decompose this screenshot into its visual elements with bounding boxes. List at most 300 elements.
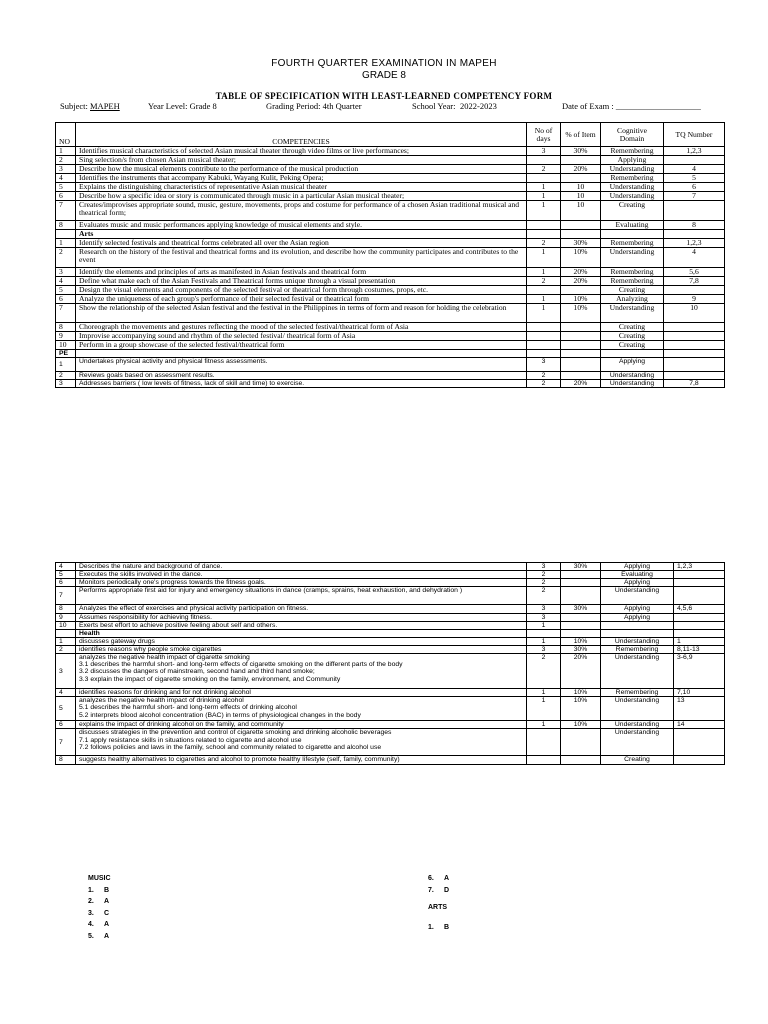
percent-cell	[561, 579, 601, 587]
domain-cell: Creating	[601, 200, 664, 220]
table-row	[56, 357, 725, 371]
date-of-exam: Date of Exam : ____________________	[562, 101, 701, 111]
answer-letter: B	[104, 886, 110, 894]
tq-number-cell	[674, 587, 725, 605]
table-header-row	[56, 123, 725, 147]
arts-rows	[56, 238, 725, 349]
answer-letter: A	[104, 932, 110, 940]
percent-cell: 10%	[561, 697, 601, 721]
competency-text: Research on the history of the festival and theatrical forms and its evolution, and describe how the community participates and contributes to the event	[76, 247, 527, 267]
domain-cell: Remembering	[601, 238, 664, 247]
grading-period: Grading Period: 4th Quarter	[266, 101, 362, 111]
percent-cell: 20%	[561, 267, 601, 276]
section-label-pe: PE	[56, 349, 76, 357]
days-cell	[527, 729, 561, 756]
competency-text: Improvise accompanying sound and rhythm of the selected festival/ theatrical form of Asia	[76, 331, 527, 340]
row-number: 4	[56, 173, 76, 182]
table-row	[56, 331, 725, 340]
answer-item	[88, 919, 111, 931]
tq-number-cell: 5,6	[664, 267, 725, 276]
table-row	[56, 267, 725, 276]
row-number: 6	[56, 579, 76, 587]
competency-text: Exerts best effort to achieve positive feeling about self and others.	[76, 621, 527, 629]
row-number: 4	[56, 689, 76, 697]
tq-number-cell: 9	[664, 294, 725, 303]
domain-cell: Creating	[601, 285, 664, 294]
domain-cell: Understanding	[601, 637, 674, 645]
domain-cell: Remembering	[601, 267, 664, 276]
domain-cell: Understanding	[601, 721, 674, 729]
row-number: 8	[56, 605, 76, 613]
table-row	[56, 579, 725, 587]
days-cell	[527, 220, 561, 229]
days-cell: 2	[527, 238, 561, 247]
tq-number-cell	[664, 322, 725, 331]
days-cell	[527, 322, 561, 331]
health-rows	[56, 637, 725, 764]
percent-cell: 30%	[561, 238, 601, 247]
competency-text: Performs appropriate first aid for injury and emergency situations in dance (cramps, sprains, heat exhaustion, and dehydration )	[76, 587, 527, 605]
competency-text: Explains the distinguishing characteristics of representative Asian musical theater	[76, 182, 527, 191]
domain-cell: Applying	[601, 579, 674, 587]
tq-number-cell	[674, 571, 725, 579]
domain-cell: Remembering	[601, 173, 664, 182]
percent-cell	[561, 571, 601, 579]
competency-text: Sing selection/s from chosen Asian musical theater;	[76, 155, 527, 164]
domain-cell: Creating	[601, 340, 664, 349]
answer-number: 4.	[88, 921, 94, 928]
competency-text: Analyzes the effect of exercises and physical activity participation on fitness.	[76, 605, 527, 613]
table-row	[56, 379, 725, 387]
answer-number: 5.	[88, 932, 94, 940]
subject-label: Subject:	[60, 101, 88, 111]
domain-cell: Creating	[601, 331, 664, 340]
row-number: 1	[56, 147, 76, 156]
domain-cell: Understanding	[601, 587, 674, 605]
days-cell	[527, 155, 561, 164]
row-number: 10	[56, 340, 76, 349]
row-number: 1	[56, 637, 76, 645]
days-cell: 3	[527, 646, 561, 654]
days-cell: 2	[527, 276, 561, 285]
percent-cell	[561, 756, 601, 764]
table-row	[56, 371, 725, 379]
days-cell: 1	[527, 697, 561, 721]
row-number: 6	[56, 721, 76, 729]
row-number: 3	[56, 379, 76, 387]
percent-cell: 20%	[561, 276, 601, 285]
table-row	[56, 729, 725, 756]
days-cell	[527, 285, 561, 294]
row-number: 6	[56, 191, 76, 200]
row-number: 8	[56, 322, 76, 331]
days-cell: 1	[527, 182, 561, 191]
answer-item	[428, 885, 449, 897]
row-number: 2	[56, 155, 76, 164]
row-number: 5	[56, 571, 76, 579]
table-row	[56, 605, 725, 613]
row-number: 6	[56, 294, 76, 303]
competency-text: analyzes the negative health impact of drinking alcohol 5.1 describes the harmful short- and long-term effects of drinking alcohol 5.2 interprets blood alcohol concentration (BAC) in terms of physiological changes in the body	[76, 697, 527, 721]
table-row	[56, 646, 725, 654]
row-number: 3	[56, 267, 76, 276]
row-number: 8	[56, 220, 76, 229]
table-row	[56, 294, 725, 303]
percent-cell	[561, 357, 601, 371]
domain-cell: Understanding	[601, 164, 664, 173]
percent-cell: 30%	[561, 605, 601, 613]
tq-number-cell: 14	[674, 721, 725, 729]
domain-cell: Understanding	[601, 729, 674, 756]
competency-text: explains the impact of drinking alcohol on the family, and community	[76, 721, 527, 729]
domain-cell: Understanding	[601, 303, 664, 322]
tq-number-cell	[664, 371, 725, 379]
table-row	[56, 322, 725, 331]
music-rows	[56, 147, 725, 230]
tq-number-cell	[664, 357, 725, 371]
percent-cell	[561, 613, 601, 621]
table-row	[56, 238, 725, 247]
competency-text: identifies reasons for drinking and for not drinking alcohol	[76, 689, 527, 697]
music-answers-continued	[428, 873, 449, 896]
col-header-percent: % of Item	[561, 123, 601, 147]
answer-item	[88, 908, 111, 920]
tq-number-cell: 1	[674, 637, 725, 645]
tq-number-cell: 10	[664, 303, 725, 322]
table-row	[56, 697, 725, 721]
row-number: 5	[56, 182, 76, 191]
percent-cell	[561, 621, 601, 629]
days-cell: 1	[527, 721, 561, 729]
percent-cell	[561, 322, 601, 331]
table-row	[56, 247, 725, 267]
competency-text: Describe how the musical elements contribute to the performance of the musical production	[76, 164, 527, 173]
percent-cell: 30%	[561, 563, 601, 571]
competency-text: Design the visual elements and components of the selected festival or theatrical form through costumes, props, etc.	[76, 285, 527, 294]
answer-key-music	[88, 873, 111, 942]
tq-number-cell: 13	[674, 697, 725, 721]
competency-text: Identifies musical characteristics of selected Asian musical theater through video films or live performances;	[76, 147, 527, 156]
days-cell: 3	[527, 605, 561, 613]
tq-number-cell: 7	[664, 191, 725, 200]
answer-letter: A	[104, 921, 110, 928]
table-row	[56, 155, 725, 164]
domain-cell: Analyzing	[601, 294, 664, 303]
table-row	[56, 621, 725, 629]
competency-text: Reviews goals based on assessment results.	[76, 371, 527, 379]
domain-cell: Applying	[601, 155, 664, 164]
answer-letter: D	[444, 886, 450, 894]
days-cell: 1	[527, 637, 561, 645]
row-number: 1	[56, 238, 76, 247]
row-number: 1	[56, 357, 76, 371]
percent-cell	[561, 285, 601, 294]
percent-cell	[561, 173, 601, 182]
days-cell: 1	[527, 200, 561, 220]
table-row	[56, 613, 725, 621]
tq-number-cell	[664, 331, 725, 340]
exam-info-line	[60, 101, 720, 113]
table-row	[56, 654, 725, 689]
competency-text: Analyze the uniqueness of each group's performance of their selected festival or theatrical form	[76, 294, 527, 303]
domain-cell: Understanding	[601, 379, 664, 387]
days-cell: 3	[527, 563, 561, 571]
row-number: 2	[56, 371, 76, 379]
days-cell: 3	[527, 613, 561, 621]
tq-number-cell	[674, 756, 725, 764]
music-answers	[88, 885, 111, 943]
domain-cell: Understanding	[601, 191, 664, 200]
row-number: 4	[56, 563, 76, 571]
days-cell: 1	[527, 267, 561, 276]
tq-number-cell	[664, 285, 725, 294]
domain-cell: Applying	[601, 357, 664, 371]
answer-number: 1.	[428, 923, 434, 931]
answer-key-arts-label: ARTS	[428, 904, 448, 911]
row-number: 5	[56, 697, 76, 721]
pe-rows-page2	[56, 563, 725, 630]
competency-text: Describes the nature and background of dance.	[76, 563, 527, 571]
competency-text: suggests healthy alternatives to cigarettes and alcohol to promote healthy lifestyle (self, family, community)	[76, 756, 527, 764]
table-row	[56, 571, 725, 579]
competency-text: Creates/improvises appropriate sound, music, gesture, movements, props and costume for performance of a chosen Asian traditional musical and theatrical form;	[76, 200, 527, 220]
table-row	[56, 563, 725, 571]
percent-cell: 10	[561, 191, 601, 200]
row-number: 7	[56, 729, 76, 756]
percent-cell: 10	[561, 182, 601, 191]
specification-table-page1	[55, 122, 725, 388]
percent-cell	[561, 371, 601, 379]
days-cell: 2	[527, 579, 561, 587]
answer-number: 1.	[88, 886, 94, 894]
percent-cell: 10	[561, 200, 601, 220]
days-cell: 2	[527, 164, 561, 173]
domain-cell: Applying	[601, 563, 674, 571]
competency-text: Undertakes physical activity and physical fitness assessments.	[76, 357, 527, 371]
row-number: 9	[56, 331, 76, 340]
row-number: 9	[56, 613, 76, 621]
table-row	[56, 285, 725, 294]
answer-letter: C	[104, 909, 110, 917]
competency-text: Evaluates music and music performances applying knowledge of musical elements and style.	[76, 220, 527, 229]
domain-cell: Remembering	[601, 689, 674, 697]
tq-number-cell: 7,8	[664, 379, 725, 387]
competency-text: identifies reasons why people smoke cigarettes	[76, 646, 527, 654]
answer-letter: A	[104, 898, 110, 905]
percent-cell: 10%	[561, 637, 601, 645]
competency-text: Addresses barriers ( low levels of fitness, lack of skill and time) to exercise.	[76, 379, 527, 387]
competency-text: discusses strategies in the prevention and control of cigarette smoking and drinking alcoholic beverages 7.1 apply resistance skills in situations related to cigarette and alcohol use 7.2 follows policies and laws in the family, school and community related to cigarette and alcohol use	[76, 729, 527, 756]
table-row	[56, 340, 725, 349]
competency-text: Executes the skills involved in the dance.	[76, 571, 527, 579]
tq-number-cell	[674, 579, 725, 587]
percent-cell	[561, 340, 601, 349]
percent-cell: 10%	[561, 721, 601, 729]
tq-number-cell: 8,11-13	[674, 646, 725, 654]
form-title: TABLE OF SPECIFICATION WITH LEAST-LEARNED COMPETENCY FORM	[215, 91, 553, 101]
answer-key-music-label: MUSIC	[88, 875, 111, 882]
table-row	[56, 637, 725, 645]
tq-number-cell: 5	[664, 173, 725, 182]
days-cell: 1	[527, 247, 561, 267]
days-cell: 1	[527, 294, 561, 303]
domain-cell: Evaluating	[601, 220, 664, 229]
table-row	[56, 164, 725, 173]
days-cell: 2	[527, 379, 561, 387]
days-cell: 2	[527, 654, 561, 689]
table-row	[56, 173, 725, 182]
answer-item	[88, 931, 111, 943]
col-header-tq: TQ Number	[664, 123, 725, 147]
percent-cell: 10%	[561, 689, 601, 697]
subject-value: MAPEH	[90, 101, 120, 111]
grade-label: GRADE 8	[362, 70, 406, 81]
answer-item	[88, 896, 111, 908]
answer-number: 6.	[428, 875, 434, 882]
answer-number: 2.	[88, 898, 94, 905]
table-row	[56, 220, 725, 229]
days-cell: 1	[527, 689, 561, 697]
days-cell	[527, 331, 561, 340]
domain-cell: Applying	[601, 613, 674, 621]
days-cell: 2	[527, 371, 561, 379]
tq-number-cell: 4	[664, 164, 725, 173]
domain-cell: Evaluating	[601, 571, 674, 579]
tq-number-cell: 1,2,3	[664, 238, 725, 247]
percent-cell	[561, 155, 601, 164]
table-row	[56, 689, 725, 697]
table-row	[56, 756, 725, 764]
row-number: 10	[56, 621, 76, 629]
exam-title: FOURTH QUARTER EXAMINATION IN MAPEH	[271, 58, 497, 69]
competency-text: Define what make each of the Asian Festivals and Theatrical forms unique through a visual presentation	[76, 276, 527, 285]
domain-cell: Understanding	[601, 371, 664, 379]
competency-text: discusses gateway drugs	[76, 637, 527, 645]
domain-cell: Remembering	[601, 147, 664, 156]
competency-text: Describe how a specific idea or story is communicated through music in a particular Asian musical theater;	[76, 191, 527, 200]
percent-cell	[561, 587, 601, 605]
section-row-pe	[56, 349, 725, 357]
competency-text: Show the relationship of the selected Asian festival and the festival in the Philippines in terms of form and reason for holding the celebration	[76, 303, 527, 322]
days-cell	[527, 756, 561, 764]
domain-cell: Applying	[601, 605, 674, 613]
competency-text: Choreograph the movements and gestures reflecting the mood of the selected festival/theatrical form of Asia	[76, 322, 527, 331]
domain-cell: Understanding	[601, 654, 674, 689]
tq-number-cell	[674, 613, 725, 621]
domain-cell: Creating	[601, 756, 674, 764]
competency-text: Monitors periodically one's progress towards the fitness goals.	[76, 579, 527, 587]
percent-cell: 30%	[561, 147, 601, 156]
tq-number-cell	[664, 155, 725, 164]
answer-item	[428, 873, 449, 885]
tq-number-cell: 7,10	[674, 689, 725, 697]
percent-cell: 20%	[561, 164, 601, 173]
days-cell: 3	[527, 147, 561, 156]
domain-cell	[601, 621, 674, 629]
section-label-arts: Arts	[76, 229, 527, 238]
table-row	[56, 191, 725, 200]
row-number: 3	[56, 164, 76, 173]
tq-number-cell: 4,5,6	[674, 605, 725, 613]
table-row	[56, 587, 725, 605]
answer-item	[88, 885, 111, 897]
competency-text: Identify the elements and principles of arts as manifested in Asian festivals and theatrical form	[76, 267, 527, 276]
tq-number-cell: 4	[664, 247, 725, 267]
col-header-no: NO	[56, 123, 76, 147]
domain-cell: Creating	[601, 322, 664, 331]
row-number: 7	[56, 587, 76, 605]
table-row	[56, 147, 725, 156]
school-year-value: 2022-2023	[460, 101, 497, 111]
percent-cell: 30%	[561, 646, 601, 654]
days-cell: 1	[527, 621, 561, 629]
domain-cell: Understanding	[601, 247, 664, 267]
days-cell: 2	[527, 587, 561, 605]
arts-answers	[428, 922, 449, 934]
competency-text: Assumes responsibility for achieving fitness.	[76, 613, 527, 621]
days-cell: 3	[527, 357, 561, 371]
table-row	[56, 276, 725, 285]
row-number: 7	[56, 200, 76, 220]
tq-number-cell: 8	[664, 220, 725, 229]
percent-cell: 10%	[561, 303, 601, 322]
tq-number-cell: 7,8	[664, 276, 725, 285]
percent-cell	[561, 729, 601, 756]
col-header-competencies: COMPETENCIES	[76, 123, 527, 147]
domain-cell: Remembering	[601, 646, 674, 654]
answer-number: 3.	[88, 909, 94, 917]
percent-cell: 20%	[561, 379, 601, 387]
domain-cell: Understanding	[601, 697, 674, 721]
competency-text: analyzes the negative health impact of cigarette smoking 3.1 describes the harmful short- and long-term effects of cigarette smoking on the different parts of the body 3.2 discusses the dangers of mainstream, second hand and third hand smoke; 3.3 explain the impact of cigarette smoking on the family, environment, and Community	[76, 654, 527, 689]
competency-text: Identify selected festivals and theatrical forms celebrated all over the Asian region	[76, 238, 527, 247]
year-level: Year Level: Grade 8	[148, 101, 217, 111]
table-row	[56, 200, 725, 220]
competency-text: Perform in a group showcase of the selected festival/theatrical form	[76, 340, 527, 349]
answer-letter: B	[444, 923, 450, 931]
answer-key-right-column	[428, 873, 449, 933]
row-number: 8	[56, 756, 76, 764]
percent-cell	[561, 331, 601, 340]
percent-cell: 10%	[561, 294, 601, 303]
days-cell: 1	[527, 191, 561, 200]
section-row-health	[56, 629, 725, 637]
tq-number-cell: 3-6,9	[674, 654, 725, 689]
row-number: 4	[56, 276, 76, 285]
tq-number-cell	[674, 729, 725, 756]
days-cell	[527, 340, 561, 349]
table-row	[56, 182, 725, 191]
answer-number: 7.	[428, 886, 434, 894]
days-cell: 2	[527, 571, 561, 579]
percent-cell: 10%	[561, 247, 601, 267]
tq-number-cell: 6	[664, 182, 725, 191]
tq-number-cell	[674, 621, 725, 629]
section-label-health: Health	[76, 629, 527, 637]
tq-number-cell	[664, 200, 725, 220]
competency-text: Identifies the instruments that accompany Kabuki, Wayang Kulit, Peking Opera;	[76, 173, 527, 182]
col-header-domain: Cognitive Domain	[601, 123, 664, 147]
specification-table-page2	[55, 562, 725, 765]
answer-item	[428, 922, 449, 934]
domain-cell: Understanding	[601, 182, 664, 191]
table-row	[56, 721, 725, 729]
tq-number-cell: 1,2,3	[664, 147, 725, 156]
row-number: 2	[56, 247, 76, 267]
row-number: 5	[56, 285, 76, 294]
table-row	[56, 303, 725, 322]
percent-cell	[561, 220, 601, 229]
